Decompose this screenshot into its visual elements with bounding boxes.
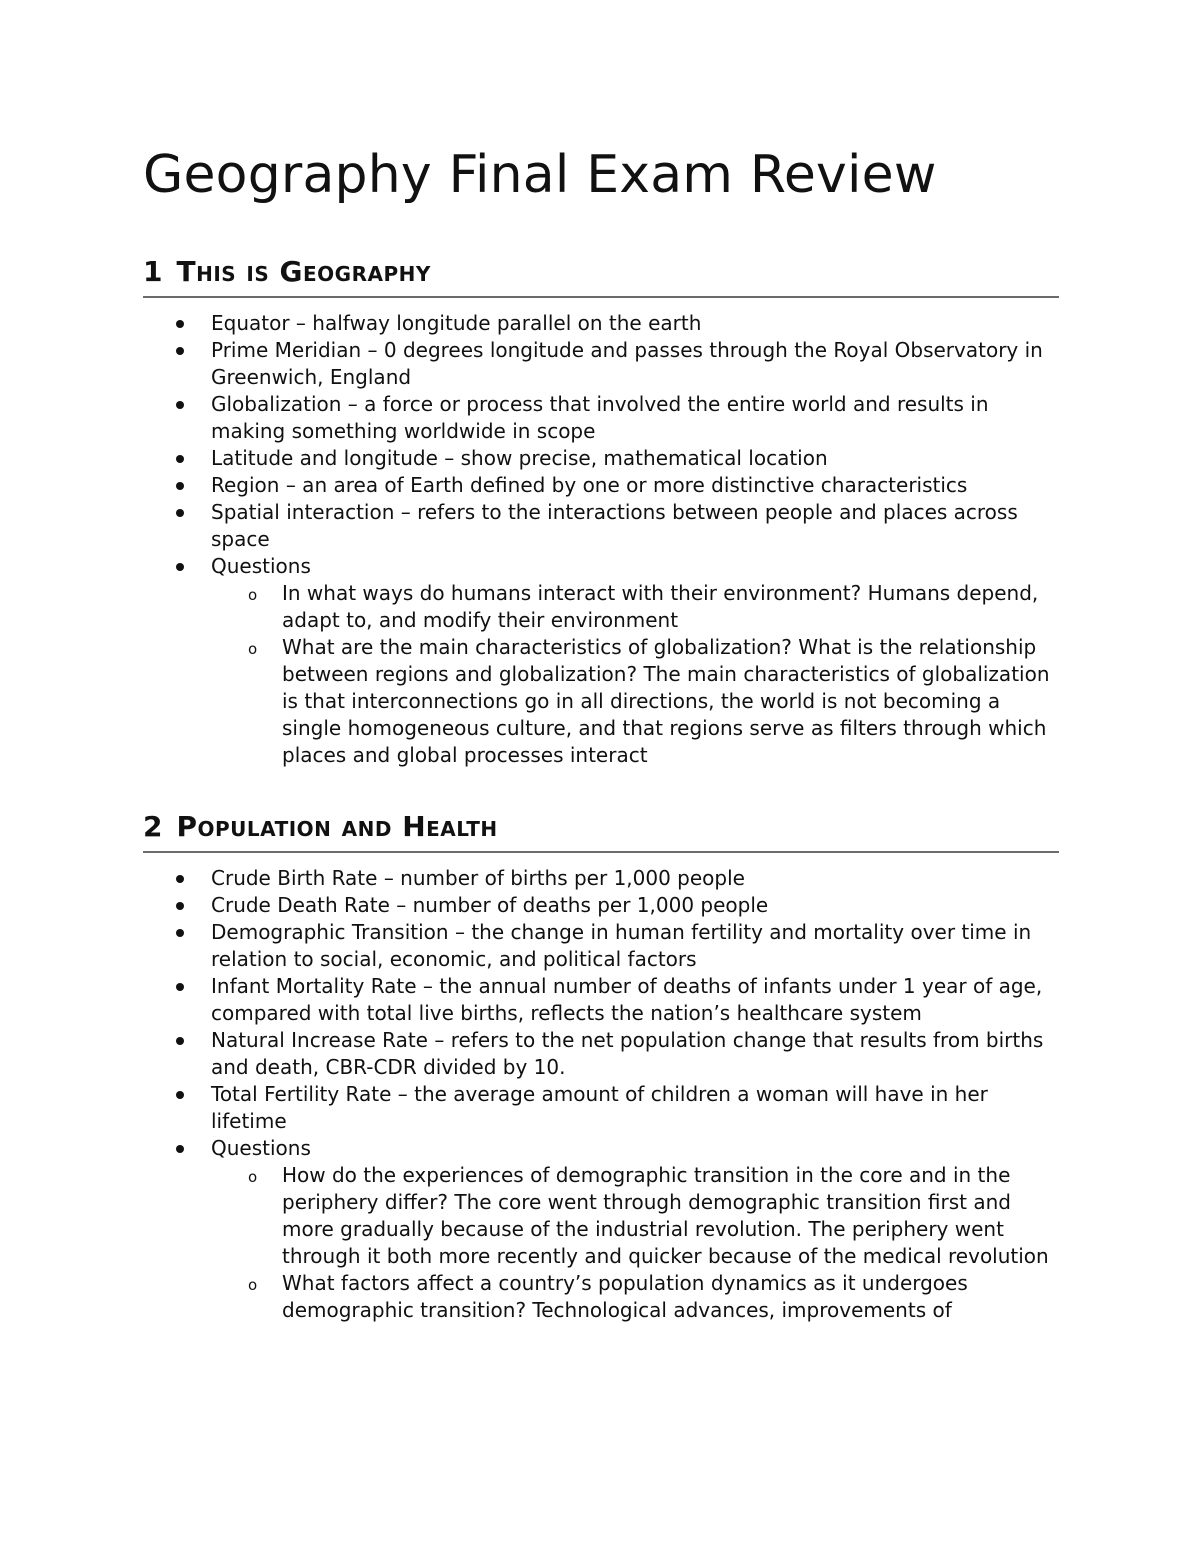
- bullet-list: [143, 865, 1059, 1324]
- list-item: [143, 1081, 1059, 1135]
- section-title: This is Geography: [176, 255, 431, 288]
- circle-bullet-icon: o: [248, 586, 258, 604]
- list-item: [143, 1135, 1059, 1324]
- list-item-text: Total Fertility Rate – the average amount of children a woman will have in her lifetime: [211, 1082, 988, 1133]
- bullet-icon: [176, 347, 184, 355]
- bullet-icon: [176, 929, 184, 937]
- sub-list-item-text: How do the experiences of demographic transition in the core and in the periphery differ? The core went through demographic transition first and more gradually because of the industrial revolution. The periphery went through it both more recently and quicker because of the medical revolution: [282, 1163, 1049, 1268]
- document-page: [143, 140, 1059, 1324]
- section-this-is-geography: [143, 254, 1059, 769]
- section-title: Population and Health: [176, 810, 498, 843]
- sub-list-item: [211, 1162, 1059, 1270]
- bullet-icon: [176, 482, 184, 490]
- bullet-icon: [176, 1145, 184, 1153]
- list-item: [143, 445, 1059, 472]
- list-item-text: Natural Increase Rate – refers to the net population change that results from births and death, CBR-CDR divided by 10.: [211, 1028, 1044, 1079]
- list-item-text: Spatial interaction – refers to the interactions between people and places across space: [211, 500, 1018, 551]
- list-item: [143, 892, 1059, 919]
- list-item: [143, 391, 1059, 445]
- sub-list-item-text: What are the main characteristics of globalization? What is the relationship between regions and globalization? The main characteristics of globalization is that interconnections go in all directions, the world is not becoming a single homogeneous culture, and that regions serve as filters through which places and global processes interact: [282, 635, 1050, 767]
- list-item: [143, 1027, 1059, 1081]
- section-heading: [143, 809, 1059, 853]
- bullet-icon: [176, 902, 184, 910]
- list-item: [143, 499, 1059, 553]
- list-item-text: Demographic Transition – the change in human fertility and mortality over time in relation to social, economic, and political factors: [211, 920, 1032, 971]
- circle-bullet-icon: o: [248, 1168, 258, 1186]
- circle-bullet-icon: o: [248, 640, 258, 658]
- sub-list: [211, 1162, 1059, 1324]
- bullet-icon: [176, 1037, 184, 1045]
- sub-list-item: [211, 580, 1059, 634]
- bullet-icon: [176, 320, 184, 328]
- list-item: [143, 865, 1059, 892]
- list-item: [143, 919, 1059, 973]
- bullet-list: [143, 310, 1059, 769]
- list-item: [143, 310, 1059, 337]
- section-number: 2: [143, 810, 163, 843]
- bullet-icon: [176, 983, 184, 991]
- sub-list: [211, 580, 1059, 769]
- list-item-text: Questions: [211, 1136, 311, 1160]
- sub-list-item-text: In what ways do humans interact with their environment? Humans depend, adapt to, and modify their environment: [282, 581, 1039, 632]
- list-item-text: Crude Death Rate – number of deaths per 1,000 people: [211, 893, 769, 917]
- list-item-text: Infant Mortality Rate – the annual number of deaths of infants under 1 year of age, compared with total live births, reflects the nation’s healthcare system: [211, 974, 1043, 1025]
- bullet-icon: [176, 563, 184, 571]
- list-item: [143, 337, 1059, 391]
- bullet-icon: [176, 875, 184, 883]
- list-item-text: Latitude and longitude – show precise, mathematical location: [211, 446, 828, 470]
- sub-list-item: [211, 1270, 1059, 1324]
- list-item-text: Equator – halfway longitude parallel on the earth: [211, 311, 702, 335]
- list-item-text: Globalization – a force or process that involved the entire world and results in making something worldwide in scope: [211, 392, 989, 443]
- section-population-and-health: [143, 809, 1059, 1324]
- list-item: [143, 472, 1059, 499]
- list-item: [143, 973, 1059, 1027]
- section-heading: [143, 254, 1059, 298]
- bullet-icon: [176, 401, 184, 409]
- list-item-text: Region – an area of Earth defined by one or more distinctive characteristics: [211, 473, 968, 497]
- bullet-icon: [176, 455, 184, 463]
- list-item: [143, 553, 1059, 769]
- sub-list-item: [211, 634, 1059, 769]
- circle-bullet-icon: o: [248, 1276, 258, 1294]
- bullet-icon: [176, 509, 184, 517]
- list-item-text: Questions: [211, 554, 311, 578]
- sub-list-item-text: What factors affect a country’s population dynamics as it undergoes demographic transition? Technological advances, improvements of: [282, 1271, 968, 1322]
- document-title: Geography Final Exam Review: [143, 145, 937, 205]
- bullet-icon: [176, 1091, 184, 1099]
- list-item-text: Crude Birth Rate – number of births per 1,000 people: [211, 866, 745, 890]
- list-item-text: Prime Meridian – 0 degrees longitude and passes through the Royal Observatory in Greenwich, England: [211, 338, 1043, 389]
- section-number: 1: [143, 255, 163, 288]
